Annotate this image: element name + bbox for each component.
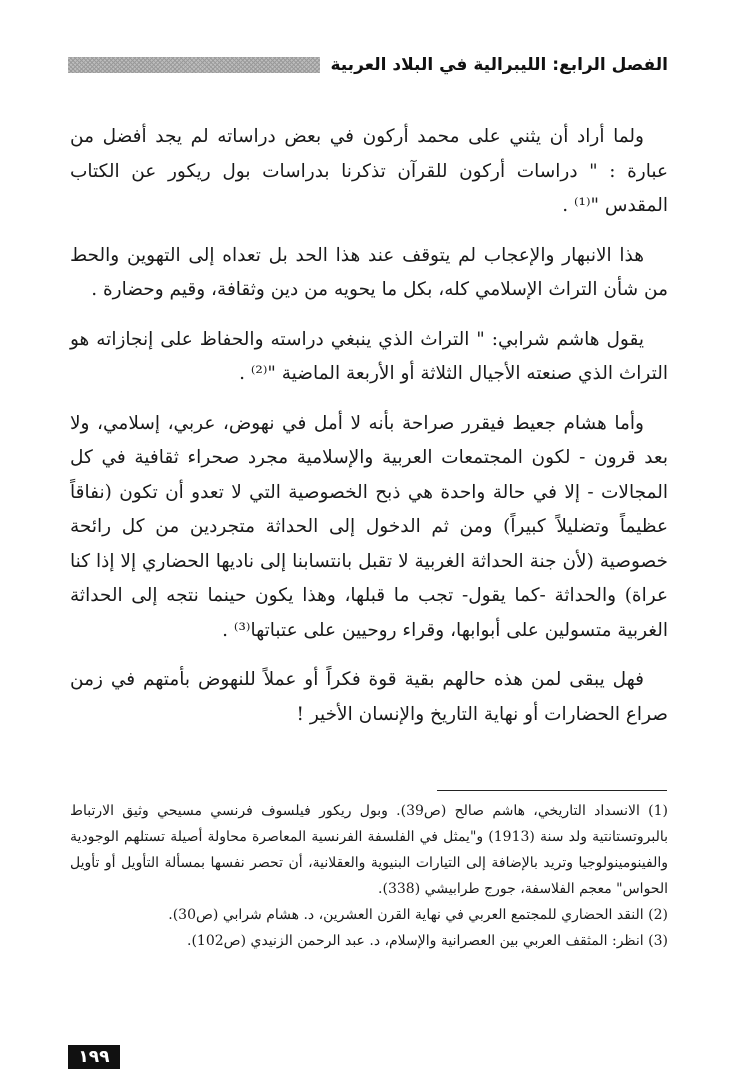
running-header bbox=[68, 50, 668, 80]
footnote: (2) النقد الحضاري للمجتمع العربي في نهاية القرن العشرين، د. هشام شرابي (ص30). bbox=[168, 907, 668, 923]
paragraph: يقول هاشم شرابي: " التراث الذي ينبغي دراسته والحفاظ على إنجازاته هو التراث الذي صنعته الأجيال الثلاثة أو الأربعة الماضية "⁽²⁾ . bbox=[70, 328, 668, 384]
chapter-title: الفصل الرابع: الليبرالية في البلاد العربية bbox=[330, 55, 668, 75]
page-number: ١٩٩ bbox=[68, 1045, 120, 1069]
paragraph: هذا الانبهار والإعجاب لم يتوقف عند هذا الحد بل تعداه إلى التهوين والحط من شأن التراث الإسلامي كله، بكل ما يحويه من دين وثقافة، وقيم وحضارة . bbox=[70, 244, 668, 300]
footnotes bbox=[70, 798, 668, 954]
footnote: (3) انظر: المثقف العربي بين العصرانية والإسلام، د. عبد الرحمن الزنيدي (ص102). bbox=[187, 933, 668, 949]
paragraph: فهل يبقى لمن هذه حالهم بقية قوة فكراً أو عملاً للنهوض بأمتهم في زمن صراع الحضارات أو نهاية التاريخ والإنسان الأخير ! bbox=[70, 669, 668, 725]
paragraph: وأما هشام جعيط فيقرر صراحة بأنه لا أمل في نهوض، عربي، إسلامي، ولا بعد قرون - لكون المجتمعات العربية والإسلامية مجرد صحراء ثقافية في كل المجالات - إلا في حالة واحدة هي ذبح الخصوصية التي لا تعدو أن تكون (نفاقاً عظيماً وتضليلاً كبيراً) ومن ثم الدخول إلى الحداثة متجردين من كل رائحة خصوصية (لأن جنة الحداثة الغربية لا تقبل بانتسابنا إلى ناديها الحضاري إلا إذا كنا عراة) والحداثة -كما يقول- تجب ما قبلها، وهذا يكون حينما نتجه إلى الحداثة الغربية متسولين على أبوابها، وقراء روحيين على عتباتها⁽³⁾ . bbox=[70, 412, 668, 641]
body-text bbox=[70, 120, 668, 747]
header-decorative-bar bbox=[68, 57, 320, 73]
paragraph: ولما أراد أن يثني على محمد أركون في بعض دراساته لم يجد أفضل من عبارة : " دراسات أركون للقرآن تذكرنا بدراسات بول ريكور عن الكتاب المقدس "⁽¹⁾ . bbox=[70, 126, 668, 216]
footnote: (1) الانسداد التاريخي، هاشم صالح (ص39). وبول ريكور فيلسوف فرنسي مسيحي وثيق الارتباط بالبروتستانتية ولد سنة (1913) و"يمثل في الفلسفة الفرنسية المعاصرة محاولة أصيلة تستلهم الوجودية والفينومينولوجيا وتريد بالإضافة إلى التيارات البنيوية والعقلانية، أن تحصر نفسها بمسألة التأويل أو تأويل الحواس" معجم الفلاسفة، جورج طرابيشي (338). bbox=[70, 803, 668, 897]
footnote-separator bbox=[437, 790, 667, 791]
